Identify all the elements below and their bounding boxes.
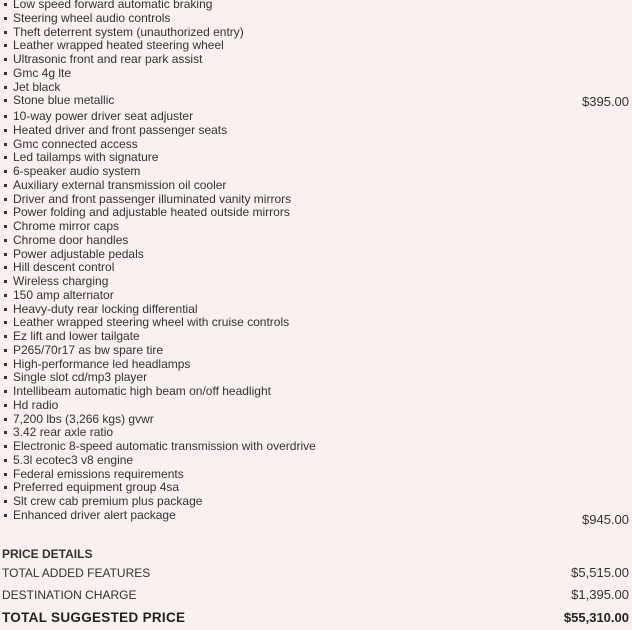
- list-item: [2, 138, 632, 152]
- feature-label: Steering wheel audio controls: [13, 10, 171, 25]
- feature-label: Preferred equipment group 4sa: [13, 480, 180, 495]
- bullet-icon: [4, 99, 7, 102]
- feature-label: Slt crew cab premium plus package: [13, 494, 203, 508]
- list-item: [2, 261, 632, 275]
- bullet-icon: [4, 486, 7, 489]
- price-row-destination-charge: [0, 584, 632, 606]
- bullet-icon: [4, 321, 7, 324]
- total-price-label: TOTAL SUGGESTED PRICE: [2, 610, 186, 625]
- feature-label: Electronic 8-speed automatic transmission with overdrive: [13, 439, 316, 453]
- feature-label: Federal emissions requirements: [13, 466, 184, 481]
- feature-label: 5.3l ecotec3 v8 engine: [13, 452, 134, 467]
- group-price: $395.00: [582, 94, 629, 109]
- feature-label: Power folding and adjustable heated outside mirrors: [13, 205, 290, 220]
- bullet-icon: [4, 266, 7, 269]
- bullet-icon: [4, 335, 7, 338]
- feature-label: Hd radio: [13, 397, 59, 412]
- list-item: [2, 124, 632, 138]
- list-item: [2, 165, 632, 179]
- feature-label: Gmc 4g lte: [13, 65, 72, 80]
- feature-label: Ez lift and lower tailgate: [13, 329, 140, 343]
- list-item: [2, 289, 632, 303]
- bullet-icon: [4, 239, 7, 242]
- bullet-icon: [4, 376, 7, 379]
- bullet-icon: [4, 363, 7, 366]
- list-item: [2, 220, 632, 234]
- feature-label: Gmc connected access: [13, 136, 138, 151]
- feature-label: Chrome door handles: [13, 232, 129, 247]
- bullet-icon: [4, 184, 7, 187]
- bullet-icon: [4, 129, 7, 132]
- list-item: [2, 344, 632, 358]
- bullet-icon: [4, 143, 7, 146]
- bullet-icon: [4, 3, 7, 6]
- list-item: [2, 26, 632, 40]
- list-item: [2, 385, 632, 399]
- bullet-icon: [4, 253, 7, 256]
- price-row-label: DESTINATION CHARGE: [2, 588, 137, 602]
- list-item: [2, 440, 632, 454]
- list-item: [2, 454, 632, 468]
- bullet-icon: [4, 170, 7, 173]
- price-details: [0, 546, 632, 630]
- feature-label: Hill descent control: [13, 260, 115, 275]
- feature-label: Leather wrapped steering wheel with cruise controls: [13, 315, 290, 330]
- bullet-icon: [4, 225, 7, 228]
- bullet-icon: [4, 473, 7, 476]
- feature-label: Enhanced driver alert package: [13, 507, 176, 522]
- list-item: [2, 316, 632, 330]
- feature-label: 6-speaker audio system: [13, 164, 141, 178]
- feature-label: 150 amp alternator: [13, 287, 114, 302]
- list-item: [2, 151, 632, 165]
- bullet-icon: [4, 17, 7, 20]
- list-item: [2, 206, 632, 220]
- list-item: [2, 39, 632, 53]
- price-row-total: [0, 606, 632, 630]
- feature-label: 10-way power driver seat adjuster: [13, 109, 194, 123]
- feature-group-1: [0, 0, 632, 108]
- bullet-icon: [4, 445, 7, 448]
- list-item: [2, 358, 632, 372]
- feature-label: Heavy-duty rear locking differential: [13, 301, 198, 316]
- list-item: [2, 275, 632, 289]
- list-item: [2, 67, 632, 81]
- bullet-icon: [4, 514, 7, 517]
- price-row-value: $1,395.00: [571, 587, 629, 602]
- feature-label: Intellibeam automatic high beam on/off headlight: [13, 384, 271, 398]
- feature-group-2: [0, 109, 632, 527]
- feature-list: [0, 110, 632, 523]
- list-item: [2, 94, 632, 108]
- bullet-icon: [4, 294, 7, 297]
- list-item: [2, 330, 632, 344]
- price-row-added-features: [0, 562, 632, 584]
- feature-label: 3.42 rear axle ratio: [13, 425, 114, 440]
- list-item: [2, 495, 632, 509]
- list-item: [2, 193, 632, 207]
- list-item: [2, 371, 632, 385]
- list-item: [2, 179, 632, 193]
- list-item: [2, 303, 632, 317]
- list-item: [2, 426, 632, 440]
- bullet-icon: [4, 211, 7, 214]
- bullet-icon: [4, 44, 7, 47]
- feature-label: 7,200 lbs (3,266 kgs) gvwr: [13, 411, 154, 426]
- feature-label: Auxiliary external transmission oil cooler: [13, 177, 227, 192]
- bullet-icon: [4, 404, 7, 407]
- list-item: [2, 509, 632, 523]
- bullet-icon: [4, 308, 7, 311]
- feature-label: Heated driver and front passenger seats: [13, 122, 228, 137]
- total-price-value: $55,310.00: [563, 610, 629, 625]
- list-item: [2, 81, 632, 95]
- list-item: [2, 248, 632, 262]
- list-item: [2, 399, 632, 413]
- bullet-icon: [4, 58, 7, 61]
- feature-label: Single slot cd/mp3 player: [13, 370, 148, 385]
- bullet-icon: [4, 72, 7, 75]
- list-item: [2, 468, 632, 482]
- bullet-icon: [4, 31, 7, 34]
- feature-label: High-performance led headlamps: [13, 356, 191, 371]
- list-item: [2, 53, 632, 67]
- bullet-icon: [4, 115, 7, 118]
- bullet-icon: [4, 459, 7, 462]
- feature-label: Driver and front passenger illuminated vanity mirrors: [13, 191, 292, 206]
- bullet-icon: [4, 280, 7, 283]
- feature-label: Leather wrapped heated steering wheel: [13, 38, 224, 53]
- price-row-label: TOTAL ADDED FEATURES: [2, 566, 151, 580]
- bullet-icon: [4, 418, 7, 421]
- feature-label: Chrome mirror caps: [13, 219, 120, 233]
- bullet-icon: [4, 198, 7, 201]
- list-item: [2, 234, 632, 248]
- list-item: [2, 413, 632, 427]
- bullet-icon: [4, 156, 7, 159]
- bullet-icon: [4, 349, 7, 352]
- feature-label: Theft deterrent system (unauthorized entry): [13, 24, 244, 39]
- feature-label: Jet black: [13, 79, 61, 94]
- feature-label: Wireless charging: [13, 274, 109, 288]
- bullet-icon: [4, 431, 7, 434]
- group-price: $945.00: [582, 512, 629, 527]
- feature-label: Ultrasonic front and rear park assist: [13, 52, 203, 66]
- list-item: [2, 12, 632, 26]
- bullet-icon: [4, 500, 7, 503]
- feature-list: [0, 0, 632, 108]
- list-item: [2, 481, 632, 495]
- feature-label: Low speed forward automatic braking: [13, 0, 213, 11]
- bullet-icon: [4, 86, 7, 89]
- feature-label: Led tailamps with signature: [13, 150, 159, 165]
- feature-label: P265/70r17 as bw spare tire: [13, 342, 164, 357]
- feature-label: Power adjustable pedals: [13, 246, 144, 261]
- price-details-heading: PRICE DETAILS: [2, 547, 93, 561]
- bullet-icon: [4, 390, 7, 393]
- price-row-value: $5,515.00: [571, 565, 629, 580]
- feature-label: Stone blue metallic: [13, 93, 115, 108]
- list-item: [2, 110, 632, 124]
